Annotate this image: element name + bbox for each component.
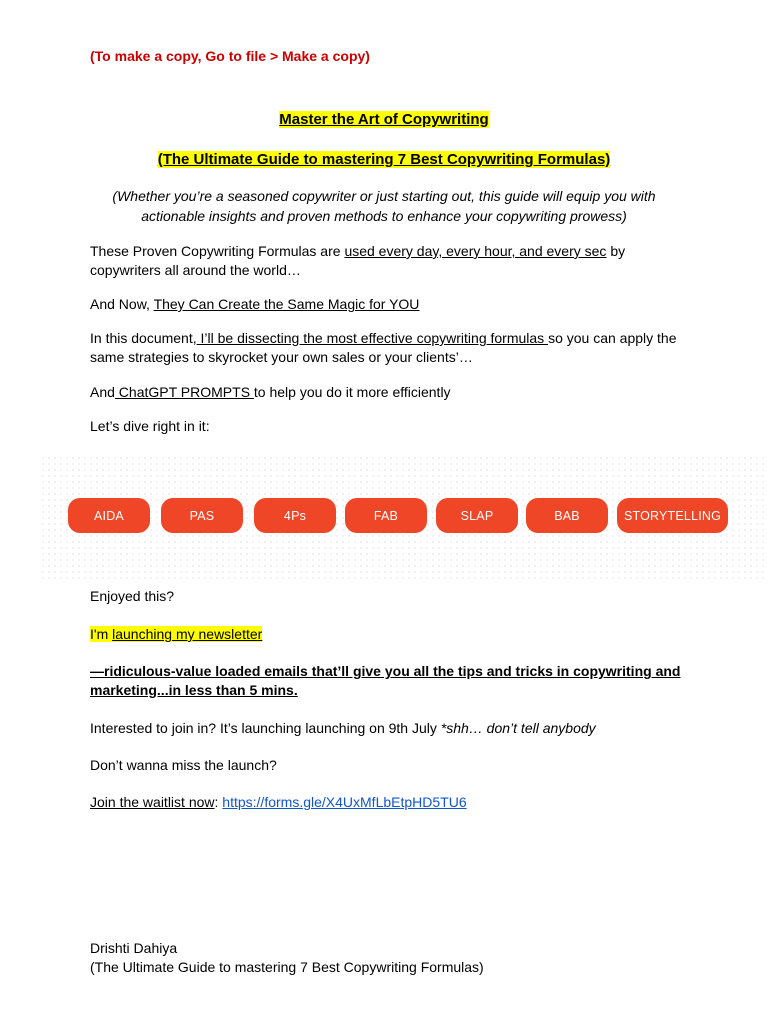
p3-text: In this document,: [90, 330, 197, 346]
waitlist-colon: :: [214, 794, 223, 810]
intro-paragraph: [0, 187, 768, 226]
paragraph-magic: [90, 295, 690, 314]
launch-underline: launching my newsletter: [112, 626, 263, 642]
chip-bab[interactable]: BAB: [526, 498, 608, 533]
p3-underline: I’ll be dissecting the most effective copywriting formulas: [196, 330, 549, 346]
enjoyed-text: Enjoyed this?: [90, 588, 175, 604]
interested-text: [90, 719, 690, 738]
p3-text-end: so you can apply the same strategies to skyrocket your own sales or your clients’…: [90, 330, 677, 365]
waitlist-link[interactable]: https://forms.gle/X4UxMfLbEtpHD5TU6: [222, 794, 467, 810]
p1-text: These Proven Copywriting Formulas are: [90, 243, 345, 259]
document-title: [0, 111, 768, 128]
document-subtitle-text: (The Ultimate Guide to mastering 7 Best Copywriting Formulas): [157, 151, 611, 168]
p2-text: And Now,: [90, 296, 154, 312]
secret-note: *shh… don’t tell anybody: [440, 720, 596, 736]
newsletter-value: —ridiculous-value loaded emails that’ll give you all the tips and tricks in copywriting and marketing...in less than 5 mins.: [90, 663, 681, 698]
footer-doc-title: (The Ultimate Guide to mastering 7 Best Copywriting Formulas): [90, 959, 484, 975]
newsletter-launch: [90, 625, 690, 644]
document-title-text: Master the Art of Copywriting: [279, 111, 489, 128]
waitlist-label: Join the waitlist now: [90, 794, 215, 810]
chip-slap[interactable]: SLAP: [436, 498, 518, 533]
copy-instruction: (To make a copy, Go to file > Make a copy): [90, 48, 370, 64]
p4-text: And: [90, 384, 115, 400]
p4-underline: ChatGPT PROMPTS: [114, 384, 254, 400]
paragraph-dive-in: Let’s dive right in it:: [90, 418, 210, 434]
paragraph-prompts: [90, 383, 690, 402]
chip-fab[interactable]: FAB: [345, 498, 427, 533]
interested-main: Interested to join in? It’s launching launching on 9th July: [90, 720, 441, 736]
paragraph-dissecting: [90, 329, 690, 366]
intro-line-2: actionable insights and proven methods to enhance your copywriting prowess): [141, 207, 627, 224]
paragraph-formulas: [90, 242, 690, 279]
chip-pas[interactable]: PAS: [161, 498, 243, 533]
dont-miss-text: Don’t wanna miss the launch?: [90, 757, 277, 773]
chip-aida[interactable]: AIDA: [68, 498, 150, 533]
p1-text-end: by copywriters all around the world…: [90, 243, 626, 278]
p4-text-end: to help you do it more efficiently: [253, 384, 451, 400]
chip-4ps[interactable]: 4Ps: [254, 498, 336, 533]
author-name: Drishti Dahiya: [90, 940, 178, 956]
p1-underline: used every day, every hour, and every sec: [344, 243, 607, 259]
chip-storytelling[interactable]: STORYTELLING: [617, 498, 728, 533]
waitlist-line: [90, 793, 690, 812]
launch-prefix: I'm: [90, 626, 113, 642]
document-subtitle: [0, 151, 768, 168]
intro-line-1: (Whether you’re a seasoned copywriter or just starting out, this guide will equip you with: [112, 188, 656, 204]
p2-underline: They Can Create the Same Magic for YOU: [153, 296, 420, 312]
